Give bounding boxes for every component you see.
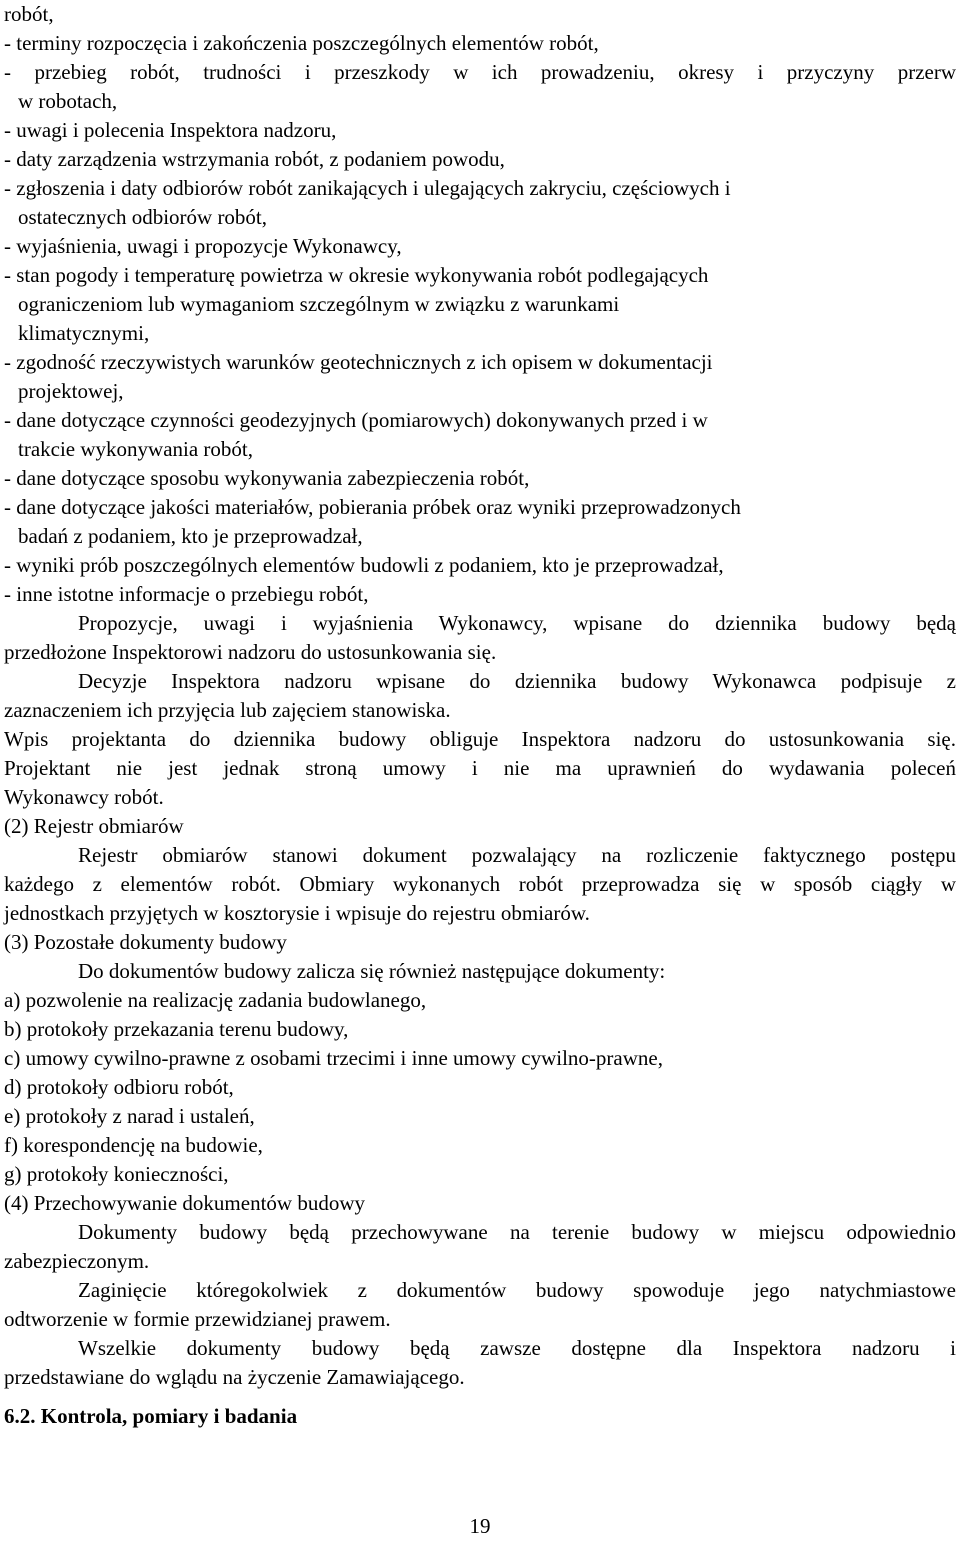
paragraph-line: Projektant nie jest jednak stroną umowy i nie ma uprawnień do wydawania poleceń (4, 756, 956, 780)
list-item: b) protokoły przekazania terenu budowy, (4, 1017, 349, 1041)
list-item: - uwagi i polecenia Inspektora nadzoru, (4, 118, 337, 142)
paragraph-line: Wpis projektanta do dziennika budowy obliguje Inspektora nadzoru do ustosunkowania się. (4, 727, 956, 751)
paragraph-line: Zaginięcie któregokolwiek z dokumentów budowy spowoduje jego natychmiastowe (78, 1278, 956, 1302)
list-item: - przebieg robót, trudności i przeszkody w ich prowadzeniu, okresy i przyczyny przerw (4, 60, 956, 84)
paragraph-line: przedstawiane do wglądu na życzenie Zamawiającego. (4, 1365, 465, 1389)
paragraph-line: Rejestr obmiarów stanowi dokument pozwalający na rozliczenie faktycznego postępu (78, 843, 956, 867)
list-item: - stan pogody i temperaturę powietrza w okresie wykonywania robót podlegających (4, 263, 709, 287)
list-item: - dane dotyczące sposobu wykonywania zabezpieczenia robót, (4, 466, 530, 490)
list-item: - zgłoszenia i daty odbiorów robót zanikających i ulegających zakryciu, częściowych i (4, 176, 731, 200)
list-item: - daty zarządzenia wstrzymania robót, z podaniem powodu, (4, 147, 505, 171)
subsection-title: (4) Przechowywanie dokumentów budowy (4, 1191, 365, 1215)
page-number: 19 (469, 1514, 491, 1538)
list-item: - terminy rozpoczęcia i zakończenia poszczególnych elementów robót, (4, 31, 599, 55)
list-item: - dane dotyczące jakości materiałów, pobierania próbek oraz wyniki przeprowadzonych (4, 495, 741, 519)
paragraph-line: jednostkach przyjętych w kosztorysie i wpisuje do rejestru obmiarów. (4, 901, 590, 925)
list-item: e) protokoły z narad i ustaleń, (4, 1104, 255, 1128)
paragraph-line: przedłożone Inspektorowi nadzoru do ustosunkowania się. (4, 640, 497, 664)
list-item: g) protokoły konieczności, (4, 1162, 229, 1186)
paragraph-line: każdego z elementów robót. Obmiary wykonanych robót przeprowadza się w sposób ciągły w (4, 872, 956, 896)
list-item-continuation: badań z podaniem, kto je przeprowadzał, (18, 524, 363, 548)
paragraph-line: zaznaczeniem ich przyjęcia lub zajęciem stanowiska. (4, 698, 451, 722)
paragraph-line: Wykonawcy robót. (4, 785, 164, 809)
list-item: d) protokoły odbioru robót, (4, 1075, 234, 1099)
list-item: - wyniki prób poszczególnych elementów budowli z podaniem, kto je przeprowadzał, (4, 553, 724, 577)
subsection-title: (2) Rejestr obmiarów (4, 814, 184, 838)
list-item: - inne istotne informacje o przebiegu robót, (4, 582, 369, 606)
subsection-title: (3) Pozostałe dokumenty budowy (4, 930, 287, 954)
list-item: - dane dotyczące czynności geodezyjnych (pomiarowych) dokonywanych przed i w (4, 408, 708, 432)
list-item-continuation: w robotach, (18, 89, 118, 113)
paragraph-line: Propozycje, uwagi i wyjaśnienia Wykonawcy, wpisane do dziennika budowy będą (78, 611, 956, 635)
list-item: f) korespondencję na budowie, (4, 1133, 263, 1157)
list-item-continuation: klimatycznymi, (18, 321, 150, 345)
list-item-continuation: ograniczeniom lub wymaganiom szczególnym w związku z warunkami (18, 292, 620, 316)
paragraph-line: odtworzenie w formie przewidzianej prawem. (4, 1307, 391, 1331)
list-item-continuation: projektowej, (18, 379, 124, 403)
text-line: robót, (4, 2, 54, 26)
paragraph-line: zabezpieczonym. (4, 1249, 150, 1273)
list-item-continuation: trakcie wykonywania robót, (18, 437, 254, 461)
section-heading: 6.2. Kontrola, pomiary i badania (4, 1404, 298, 1428)
paragraph-line: Decyzje Inspektora nadzoru wpisane do dziennika budowy Wykonawca podpisuje z (78, 669, 956, 693)
list-item: - wyjaśnienia, uwagi i propozycje Wykonawcy, (4, 234, 402, 258)
paragraph-line: Wszelkie dokumenty budowy będą zawsze dostępne dla Inspektora nadzoru i (78, 1336, 956, 1360)
list-item-continuation: ostatecznych odbiorów robót, (18, 205, 268, 229)
list-item: - zgodność rzeczywistych warunków geotechnicznych z ich opisem w dokumentacji (4, 350, 713, 374)
paragraph-line: Do dokumentów budowy zalicza się również następujące dokumenty: (78, 959, 666, 983)
list-item: a) pozwolenie na realizację zadania budowlanego, (4, 988, 427, 1012)
paragraph-line: Dokumenty budowy będą przechowywane na terenie budowy w miejscu odpowiednio (78, 1220, 956, 1244)
list-item: c) umowy cywilno-prawne z osobami trzecimi i inne umowy cywilno-prawne, (4, 1046, 663, 1070)
